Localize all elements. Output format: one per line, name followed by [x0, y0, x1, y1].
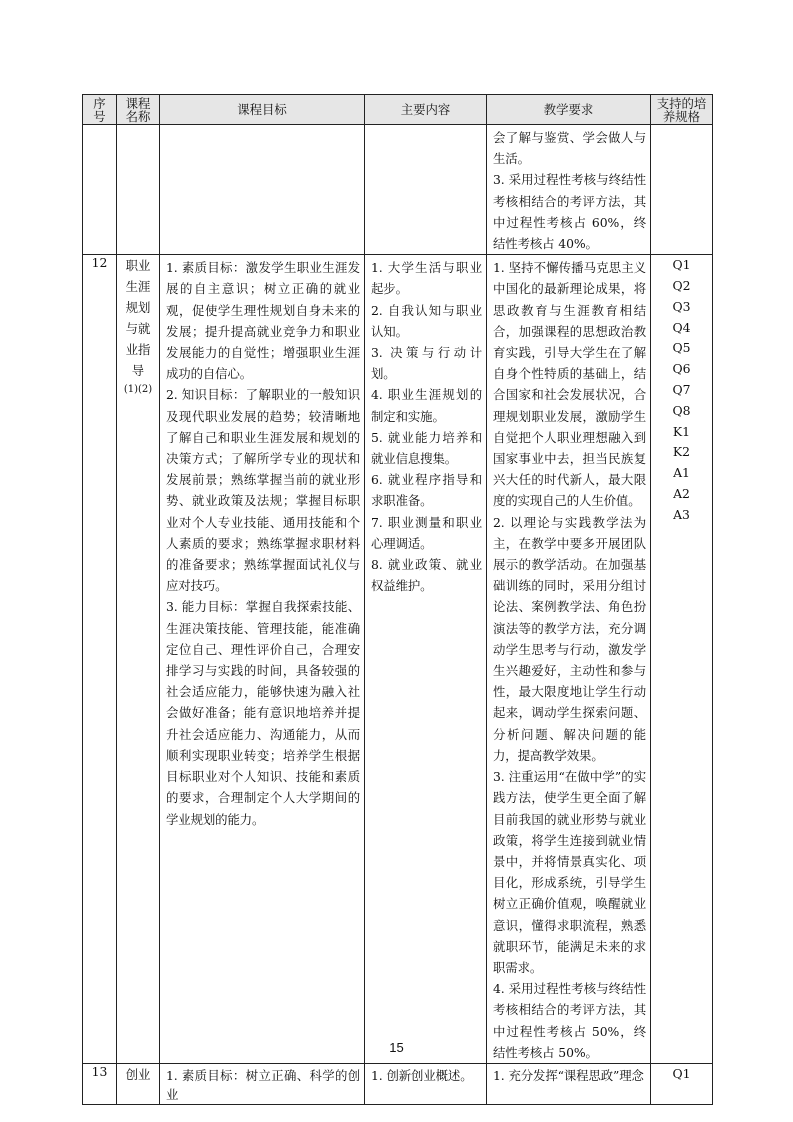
row12-course-name: 职业 生涯 规划 与就 业指 导: [125, 258, 151, 379]
header-course-name: 课程 名称: [117, 95, 160, 125]
row13-goals: 1. 素质目标：树立正确、科学的创业: [166, 1067, 360, 1102]
row13-no: 13: [83, 1063, 117, 1104]
row13-name-cell: [117, 1063, 160, 1104]
row-cont-goals: [160, 125, 365, 255]
row-cont-requirements: 会了解与鉴赏、学会做人与生活。 3. 采用过程性考核与终结性考核相结合的考评方法，其中过程性考核占 60%，终结性考核占 40%。: [493, 130, 646, 252]
row-cont-name: [117, 125, 160, 255]
row12-spec-item: Q6: [672, 361, 691, 377]
row13-specs-cell: [651, 1063, 713, 1104]
row12-spec-item: Q3: [672, 298, 691, 314]
row12-no: 12: [83, 255, 117, 1064]
row13-course-name: 创业: [125, 1066, 151, 1082]
row12-course-note: (1)(2): [123, 384, 153, 396]
table-row-12: [83, 255, 713, 1064]
row13-spec-item: Q1: [672, 1065, 691, 1081]
header-teaching-requirements: 教学要求: [487, 95, 651, 125]
row12-goals-cell: [160, 255, 365, 1064]
header-course-goal: 课程目标: [160, 95, 365, 125]
header-main-content: 主要内容: [365, 95, 487, 125]
row12-specs-list: [651, 255, 712, 525]
row12-spec-item: A3: [673, 506, 690, 522]
table-header-row: [83, 95, 713, 125]
row12-spec-item: K2: [672, 444, 691, 460]
row12-spec-item: Q2: [672, 278, 691, 294]
row-cont-content: [365, 125, 487, 255]
row12-spec-item: A1: [673, 465, 690, 481]
row12-requirements: 1. 坚持不懈传播马克思主义中国化的最新理论成果，将思政教育与生涯教育相结合，加强课程的思想政治教育实践，引导大学生在了解自身个性特质的基础上，结合国家和社会发展状况，合理规划职业发展，激励学生自觉把个人职业理想融入到国家事业中去，担当民族复兴大任的时代新人，最大限度的实现自己的人生价值。 2. 以理论与实践教学法为主，在教学中要多开展团队展示的教学活动。在加强基础训练的同时，采用分组讨论法、案例教学法、角色扮演法等的教学方法，充分调动学生思考与行动，激发学生兴趣爱好，主动性和参与性，最大限度地让学生行动起来，调动学生探索问题、分析问题、解决问题的能力，提高教学效果。 3. 注重运用“在做中学”的实践方法，使学生更全面了解目前我国的就业形势与就业政策，将学生连接到就业情景中，并将情景真实化、项目化，形成系统，引导学生树立正确价值观，唤醒就业意识，懂得求职流程，熟悉就职环节，能满足未来的求职需求。 4. 采用过程性考核与终结性考核相结合的考评方法，其中过程性考核占 50%，终结性考核占 50%。: [493, 260, 646, 1060]
page-number: 15: [389, 1040, 404, 1055]
row12-spec-item: Q4: [672, 319, 691, 335]
row12-spec-item: K1: [672, 423, 691, 439]
row12-content: 1. 大学生活与职业起步。 2. 自我认知与职业认知。 3. 决策与行动计划。 4. 职业生涯规划的制定和实施。 5. 就业能力培养和就业信息搜集。 6. 就业程序指导和求职准备。 7. 职业测量和职业心理调适。 8. 就业政策、就业权益维护。: [371, 260, 482, 594]
curriculum-table: [82, 94, 713, 1105]
row12-specs-cell: [651, 255, 713, 1064]
row-cont-no: [83, 125, 117, 255]
row12-spec-item: Q5: [672, 340, 691, 356]
row-cont-requirements-cell: [487, 125, 651, 255]
header-supported-specs: 支持的培 养规格: [651, 95, 713, 125]
row12-spec-item: A2: [673, 485, 690, 501]
row13-requirements-cell: [487, 1063, 651, 1104]
table-row-13: [83, 1063, 713, 1104]
row12-content-cell: [365, 255, 487, 1064]
row12-spec-item: Q8: [672, 402, 691, 418]
row12-name-cell: [117, 255, 160, 1064]
row13-specs-list: [651, 1064, 712, 1083]
row13-goals-cell: [160, 1063, 365, 1104]
row13-content: 1. 创新创业概述。: [371, 1067, 473, 1083]
row-cont-specs: [651, 125, 713, 255]
row12-spec-item: Q7: [672, 382, 691, 397]
row12-goals: 1. 素质目标：激发学生职业生涯发展的自主意识；树立正确的就业观，促使学生理性规划自身未来的发展；提升提高就业竞争力和职业发展能力的自觉性；增强职业生涯成功的自信心。 2. 知识目标：了解职业的一般知识及现代职业发展的趋势；较清晰地了解自己和职业生涯发展和规划的决策方式；了解所学专业的现状和发展前景；熟练掌握当前的就业形势、就业政策及法规；掌握目标职业对个人专业技能、通用技能和个人素质的要求；熟练掌握求职材料的准备要求；熟练掌握面试礼仪与应对技巧。 3. 能力目标：掌握自我探索技能、生涯决策技能、管理技能，能准确定位自己、理性评价自己，合理安排学习与实践的时间，具备较强的社会适应能力，能够快速为融入社会做好准备；能有意识地培养并提升社会适应能力、沟通能力，从而顺利实现职业转变；培养学生根据目标职业对个人知识、技能和素质的要求，合理制定个人大学期间的学业规划的能力。: [166, 260, 360, 827]
row13-content-cell: [365, 1063, 487, 1104]
row12-requirements-cell: [487, 255, 651, 1064]
row12-spec-item: Q1: [672, 257, 691, 273]
header-no: 序 号: [83, 95, 117, 125]
table-row-continued: [83, 125, 713, 255]
row13-requirements: 1. 充分发挥“课程思政”理念: [493, 1067, 644, 1083]
